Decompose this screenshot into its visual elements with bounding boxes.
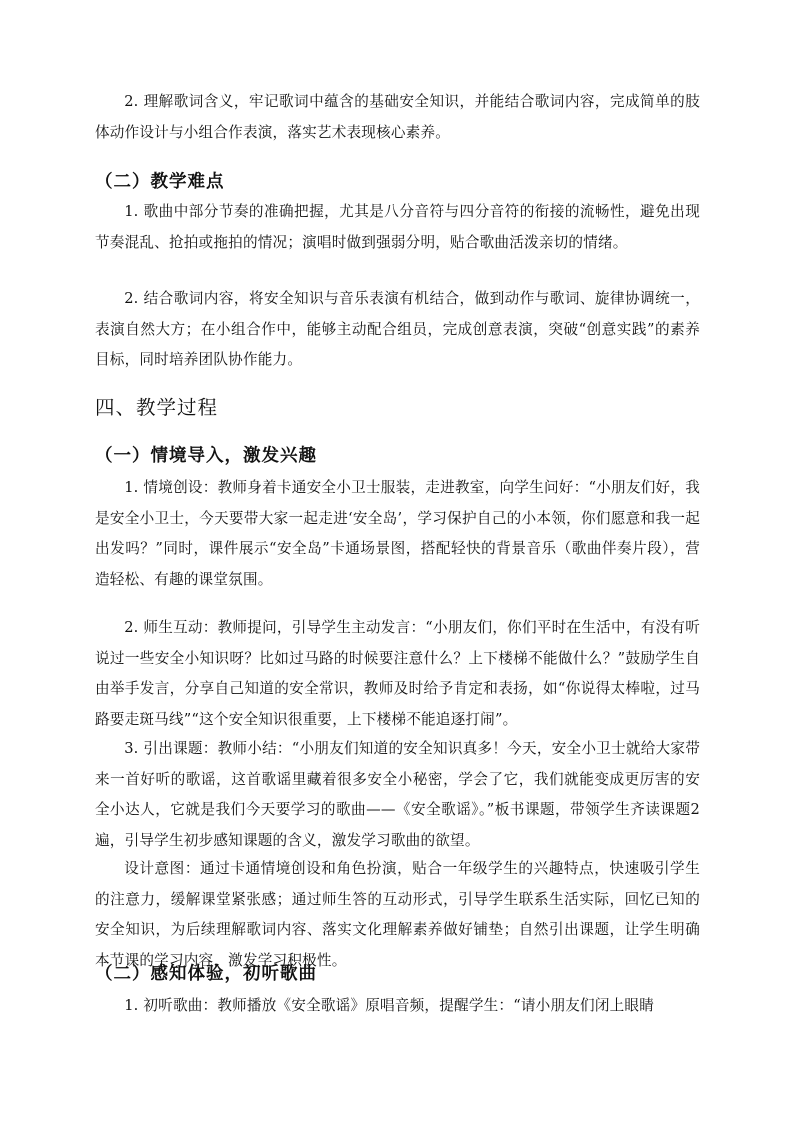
process-part1-item-3: 3. 引出课题：教师小结：“小朋友们知道的安全知识真多！今天，安全小卫士就给大家带来一首好听的歌谣，这首歌谣里藏着很多安全小秘密，学会了它，我们就能变成更厉害的安全小达人，它就是我们今天要学习的歌曲——《安全歌谣》。”板书课题，带领学生齐读课题2遍，引导学生初步感知课题的含义，激发学习歌曲的欲望。 bbox=[95, 740, 700, 849]
process-part1-item-2: 2. 师生互动：教师提问，引导学生主动发言：“小朋友们，你们平时在生活中，有没有听说过一些安全小知识呀？比如过马路的时候要注意什么？上下楼梯不能做什么？”鼓励学生自由举手发言，分享自己知道的安全常识，教师及时给予肯定和表扬，如“你说得太棒啦，过马路要走斑马线”“这个安全知识很重要，上下楼梯不能追逐打闹”。 bbox=[95, 619, 700, 728]
process-heading: 四、教学过程 bbox=[95, 396, 219, 419]
design-intent-paragraph: 设计意图：通过卡通情境创设和角色扮演，贴合一年级学生的兴趣特点，快速吸引学生的注意力，缓解课堂紧张感；通过师生答的互动形式，引导学生联系生活实际，回忆已知的安全知识，为后续理解歌词内容、落实文化理解素养做好铺垫；自然引出课题，让学生明确本节课的学习内容，激发学习积极性。 bbox=[95, 860, 700, 969]
process-part2-item-1: 1. 初听歌曲：教师播放《安全歌谣》原唱音频，提醒学生：“请小朋友们闭上眼睛 bbox=[124, 997, 655, 1014]
process-part1-item-1: 1. 情境创设：教师身着卡通安全小卫士服装，走进教室，向学生问好：“小朋友们好，我是安全小卫士，今天要带大家一起走进‘安全岛’，学习保护自己的小本领，你们愿意和我一起出发吗？”同时，课件展示“安全岛”卡通场景图，搭配轻快的背景音乐（歌曲伴奏片段），营造轻松、有趣的课堂氛围。 bbox=[95, 479, 700, 588]
process-part2-heading: （二）感知体验，初听歌曲 bbox=[95, 964, 317, 984]
difficulties-heading: （二）教学难点 bbox=[95, 172, 225, 192]
difficulty-item-1: 1. 歌曲中部分节奏的准确把握，尤其是八分音符与四分音符的衔接的流畅性，避免出现节奏混乱、抢拍或拖拍的情况；演唱时做到强弱分明，贴合歌曲活泼亲切的情绪。 bbox=[95, 203, 700, 251]
process-part1-heading: （一）情境导入，激发兴趣 bbox=[95, 446, 317, 466]
objective-item-2: 2. 理解歌词含义，牢记歌词中蕴含的基础安全知识，并能结合歌词内容，完成简单的肢体动作设计与小组合作表演，落实艺术表现核心素养。 bbox=[95, 93, 700, 141]
difficulty-item-2: 2. 结合歌词内容，将安全知识与音乐表演有机结合，做到动作与歌词、旋律协调统一，表演自然大方；在小组合作中，能够主动配合组员，完成创意表演，突破“创意实践”的素养目标，同时培养团队协作能力。 bbox=[95, 290, 700, 368]
